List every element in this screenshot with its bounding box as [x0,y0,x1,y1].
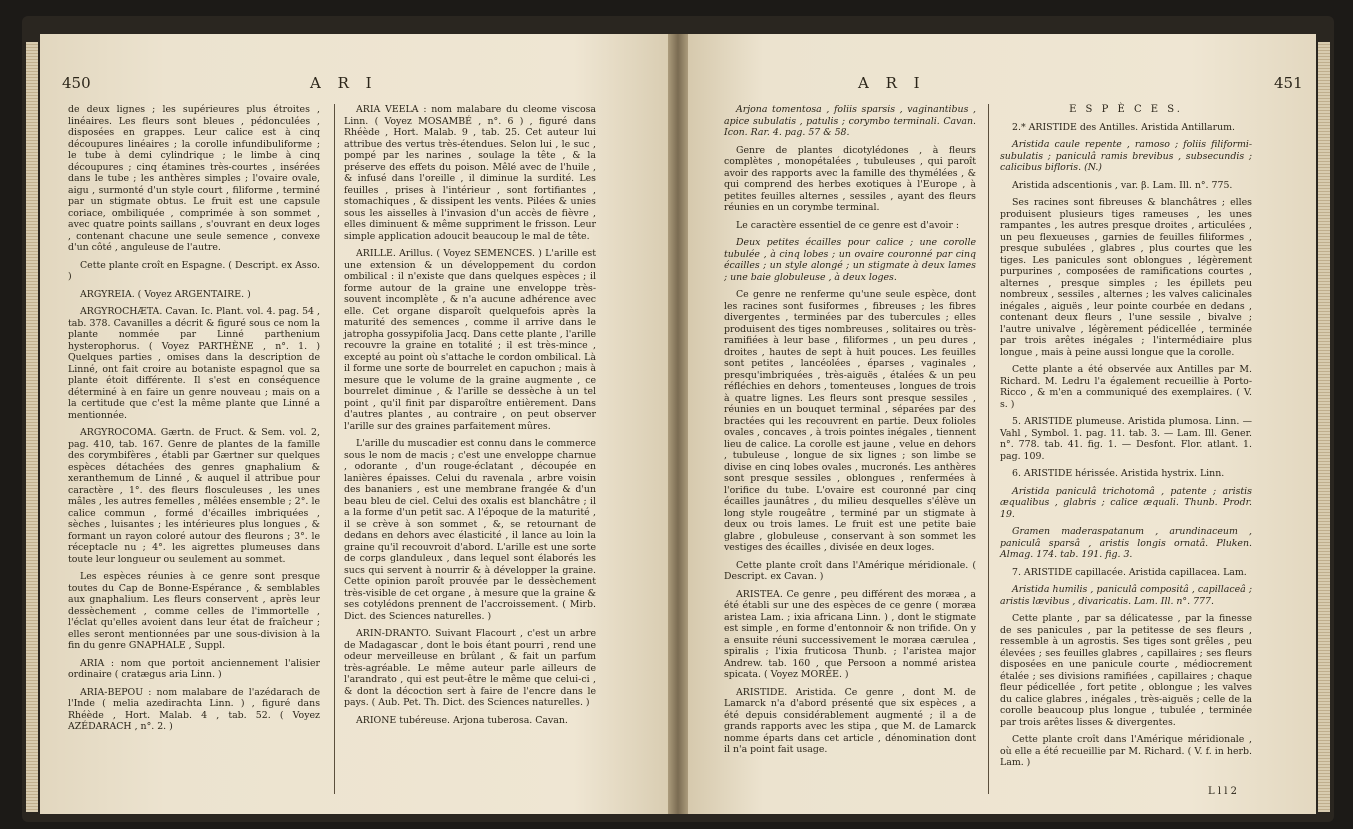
paragraph: 2.* ARISTIDE des Antilles. Aristida Antillarum. [1012,121,1236,133]
paragraph: Aristida caule repente , ramoso ; foliis filiformi-subulatis ; paniculâ ramis brevibus , subsecundis ; calicibus bifloris. (N.) [1000,139,1252,173]
column-rule-right [988,104,989,794]
paragraph: Cette plante a été observée aux Antilles par M. Richard. M. Ledru l'a également recueillie à Porto-Ricco , & m'en a communiqué des exemplaires. ( V. s. ) [1000,364,1252,410]
paragraph: Gramen maderaspatanum , arundinaceum , paniculâ sparsâ , aristis longis ornatâ. Pluken. Almag. 174. tab. 191. fig. 3. [1000,526,1252,560]
left-page-edges [26,42,38,812]
right-page [688,34,1316,814]
paragraph: 6. ARISTIDE hérissée. Aristida hystrix. Linn. [1012,468,1225,479]
paragraph: Cette plante croît dans l'Amérique méridionale. ( Descript. ex Cavan. ) [724,559,976,582]
paragraph: ARISTIDE. Aristida. Ce genre , dont M. de Lamarck n'a d'abord présenté que six espèces , a été depuis considérablement augmenté ; il a de grands rapports avec les stipa , que M. de Lamarck nomme éparts dans cet article , dénomination dont il n'a point fait usage. [724,686,976,755]
right-page-column-2 [1000,104,1252,775]
paragraph: de deux lignes ; les supérieures plus étroites , linéaires. Les fleurs sont bleues , pédonculées , disposées en grappes. Leur calice est à cinq découpures linéaires ; la corolle infundibuliforme ; le tube à demi cylindrique ; le limbe à cinq découpures ; cinq étamines très-courtes , insérées dans le tube ; les anthères simples ; l'ovaire ovale, aigu , surmonté d'un style court , filiforme , terminé par un stigmate obtus. Le fruit est une capsule coriace, ombiliquée , comprimée à son sommet , avec quatre points saillans , s'ouvrant en deux loges , contenant chacune une seule semence , convexe d'un côté , anguleuse de l'autre. [68,104,320,253]
left-page [40,34,668,814]
paragraph: Aristida paniculâ trichotomâ , patente ; aristis æqualibus , glabris ; calice æquali. Thunb. Prodr. 19. [1000,485,1252,520]
paragraph: L'arille du muscadier est connu dans le commerce sous le nom de macis ; c'est une enveloppe charnue , odorante , d'un rouge-éclatant , découpée en lanières épaisses. Celui du ravenala , arbre voisin des bananiers , est une membrane frangée & d'un beau bleu de ciel. Celui des oxalis est blanchâtre ; il a la forme d'un petit sac. A l'époque de la maturité , il se crève à son sommet , &, se retournant de dedans en dehors avec élasticité , il lance au loin la graine qu'il recouvroit d'abord. L'arille est une sorte de corps glanduleux , dans lequel sont élaborés les sucs qui servent à nourrir & à développer la graine. Cette opinion paroît prouvée par le dessèchement très-visible de cet organe , à mesure que la graine & ses cotylédons prennent de l'accroissement. ( Mirb. Dict. des Sciences naturelles. ) [344,438,596,622]
paragraph: Aristida adscentionis , var. β. Lam. Ill. n°. 775. [1012,179,1233,191]
running-head-right: A R I [858,74,926,92]
paragraph: Ses racines sont fibreuses & blanchâtres ; elles produisent plusieurs tiges rameuses , les unes rampantes , les autres presque droites , articulées , un peu flexueuses , garnies de feuilles filiformes , presque subulées , glabres , plus courtes que les tiges. Les panicules sont oblongues , légèrement purpurines , composées de ramifications courtes , alternes , presque simples ; les épillets peu nombreux , sessiles , alternes ; les valves calicinales inégales , aiguës , leur pointe courbée en dedans , contenant deux fleurs , l'une sessile , bivalve ; l'autre univalve , légèrement pédicellée , terminée par trois arêtes inégales ; l'intermédiaire plus longue , mais à peine aussi longue que la corolle. [1000,197,1252,358]
paragraph: ARISTEA. Ce genre , peu différent des moræa , a été établi sur une des espèces de ce genre ( moræa aristea Lam. ; ixia africana Linn. ) , dont le stigmate est simple , en forme d'entonnoir & non trifide. On y a ensuite réuni successivement le moræa cærulea , spiralis ; l'ixia fruticosa Thunb. ; l'aristea major Andrew. tab. 160 , que Persoon a nommé aristea spicata. ( Voyez MORÉE. ) [724,588,976,680]
running-head-left: A R I [310,74,378,92]
paragraph: 5. ARISTIDE plumeuse. Aristida plumosa. Linn. — Vahl , Symbol. 1. pag. 11. tab. 3. — Lam. Ill. Gener. n°. 778. tab. 41. fig. 1. — Desfont. Flor. atlant. 1. pag. 109. [1000,416,1252,462]
paragraph: ARIONE tubéreuse. Arjona tuberosa. Cavan. [356,714,568,726]
paragraph: Aristida humilis , paniculâ compositâ , capillaceâ ; aristis lævibus , divaricatis. Lam. Ill. n°. 777. [1000,584,1252,607]
paragraph: Les espèces réunies à ce genre sont presque toutes du Cap de Bonne-Espérance , & semblables aux gnaphalium. Les fleurs conservent , après leur dessèchement , comme celles de l'immortelle , l'éclat qu'elles avoient dans leur état de fraîcheur ; elles seront mentionnées par une sous-division à la fin du genre GNAPHALE , Suppl. [68,571,320,651]
paragraph: ARIA VEELA : nom malabare du cleome viscosa Linn. ( Voyez MOSAMBÉ , n°. 6 ) , figuré dans Rhéède , Hort. Malab. 9 , tab. 25. Cet auteur lui attribue des vertus très-étendues. Selon lui , le suc , pompé par les narines , soulage la tête , & la préserve des effets du poison. Mêlé avec de l'huile , & infusé dans l'oreille , il diminue la surdité. Les feuilles , prises à l'intérieur , sont fortifiantes , stomachiques , & dissipent les vents. Pilées & unies sous les aisselles à l'invasion d'un accès de fièvre , elles diminuent & même suppriment le frisson. Leur simple application adoucit beaucoup le mal de tête. [344,104,596,242]
paragraph: ARGYREIA. ( Voyez ARGENTAIRE. ) [80,288,251,300]
paragraph: ARIN-DRANTO. Suivant Flacourt , c'est un arbre de Madagascar , dont le bois étant pourri , rend une odeur merveilleuse en brûlant , & fait un parfum très-agréable. Le même auteur parle ailleurs de l'arandrato , qui est peut-être le même que celui-ci , & dont la décoction sert à faire de l'encre dans le pays. ( Aub. Pet. Th. Dict. des Sciences naturelles. ) [344,628,596,708]
paragraph: Le caractère essentiel de ce genre est d'avoir : [736,219,960,231]
paragraph: Arjona tomentosa , foliis sparsis , vaginantibus , apice subulatis , patulis ; corymbo terminali. Cavan. Icon. Rar. 4. pag. 57 & 58. [724,104,976,138]
paragraph: Genre de plantes dicotylédones , à fleurs complètes , monopétalées , tubuleuses , qui paroît avoir des rapports avec la famille des thymélées , & qui comprend des herbes exotiques à l'Europe , à petites feuilles alternes , sessiles , ayant des fleurs réunies en un corymbe terminal. [724,144,976,213]
paragraph: ARILLE. Arillus. ( Voyez SEMENCES. ) L'arille est une extension & un développement du cordon ombilical : il n'existe que dans quelques espèces ; il forme autour de la graine une enveloppe très-souvent incomplète , & n'a aucune adhérence avec elle. Cet organe disparoît quelquefois après la maturité des semences , comme il arrive dans le jatropha gossypifolia Jacq. Dans cette plante , l'arille recouvre la graine en totalité ; il est très-mince , excepté au point où s'attache le cordon ombilical. Là il forme une sorte de bourrelet en capuchon ; mais à mesure que le volume de la graine augmente , ce bourrelet diminue , & l'arille se dessèche à un tel point , qu'il finit par disparoître entièrement. Dans d'autres plantes , au contraire , on peut observer l'arille sur des graines parfaitement mûres. [344,248,596,432]
signature-mark: L l l 2 [1208,786,1237,797]
right-page-column-1 [724,104,976,762]
paragraph: ARGYROCHÆTA. Cavan. Ic. Plant. vol. 4. pag. 54 , tab. 378. Cavanilles a décrit & figuré sous ce nom la plante nommée par Linné parthenium hysterophorus. ( Voyez PARTHÈNE , n°. 1. ) Quelques parties , omises dans la description de Linné, ont fait croire au botaniste espagnol que sa plante étoit différente. Il s'est en conséquence déterminé à en faire un genre nouveau ; mais on a la certitude que c'est la même plante que Linné a mentionnée. [68,306,320,421]
paragraph: Deux petites écailles pour calice ; une corolle tubulée , à cinq lobes ; un ovaire couronné par cinq écailles ; un style alongé ; un stigmate à deux lames ; une baie globuleuse , à deux loges. [724,237,976,283]
column-rule-left [334,104,335,794]
page-number-left: 450 [62,74,91,92]
paragraph: Cette plante , par sa délicatesse , par la finesse de ses panicules , par la petitesse de ses fleurs , ressemble à un agrostis. Ses tiges sont grêles , peu élevées ; ses feuilles glabres , capillaires ; ses fleurs disposées en une panicule courte , médiocrement étalée ; ses divisions ramifiées , capillaires ; chaque fleur pédicellée , fort petite , oblongue ; les valves du calice glabres , inégales , très-aiguës ; celle de la corolle beaucoup plus longue , tubulée , terminée par trois arêtes lisses & divergentes. [1000,613,1252,728]
open-book [22,16,1334,822]
paragraph: 7. ARISTIDE capillacée. Aristida capillacea. Lam. [1012,566,1247,578]
paragraph: Ce genre ne renferme qu'une seule espèce, dont les racines sont fusiformes , fibreuses ; les fibres divergentes , terminées par des tubercules ; elles produisent des tiges nombreuses , solitaires ou très-ramifiées à leur base , filiformes , un peu dures , droites , hautes de sept à huit pouces. Les feuilles sont petites , lancéolées , éparses , vaginales , presqu'imbriquées , très-aiguës , étalées & un peu réfléchies en dehors , tomenteuses , longues de trois à quatre lignes. Les fleurs sont presque sessiles , réunies en un bouquet terminal , séparées par des bractées qui les recouvrent en partie. Deux folioles ovales , concaves , à trois pointes inégales , tiennent lieu de calice. La corolle est jaune , velue en dehors , tubuleuse , longue de six lignes ; son limbe se divise en cinq lobes ovales , mucronés. Les anthères sont presque sessiles , oblongues , renfermées à l'orifice du tube. L'ovaire est couronné par cinq écailles jaunâtres , du milieu desquelles s'élève un long style rougeâtre , terminé par un stigmate à deux ou trois lames. Le fruit est une petite baie glabre , globuleuse , conservant à son sommet les vestiges des écailles , divisée en deux loges. [724,289,976,553]
left-page-column-2 [344,104,596,732]
left-page-column-1 [68,104,320,739]
paragraph: ARGYROCOMA. Gærtn. de Fruct. & Sem. vol. 2, pag. 410, tab. 167. Genre de plantes de la famille des corymbifères , établi par Gærtner sur quelques espèces détachées des genres gnaphalium & xeranthemum de Linné , & auquel il attribue pour caractère , 1°. des fleurs flosculeuses , les unes mâles , les autres femelles , mêlées ensemble ; 2°. le calice commun , formé d'écailles imbriquées , sèches , luisantes ; les intérieures plus longues , & formant un rayon coloré autour des fleurons ; 3°. le réceptacle nu ; 4°. les aigrettes plumeuses dans toute leur longueur ou seulement au sommet. [68,427,320,565]
paragraph: ARIA-BEPOU : nom malabare de l'azédarach de l'Inde ( melia azedirachta Linn. ) , figuré dans Rhéède , Hort. Malab. 4 , tab. 52. ( Voyez AZÉDARACH , n°. 2. ) [68,686,320,732]
paragraph: Cette plante croît dans l'Amérique méridionale , où elle a été recueillie par M. Richard. ( V. f. in herb. Lam. ) [1000,734,1252,768]
paragraph: ARIA : nom que portoit anciennement l'alisier ordinaire ( cratægus aria Linn. ) [68,657,320,680]
right-page-edges [1318,42,1330,812]
paragraph: Cette plante croît en Espagne. ( Descript. ex Asso. ) [68,259,320,282]
page-number-right: 451 [1274,74,1303,92]
section-heading: E S P È C E S. [1069,104,1183,115]
